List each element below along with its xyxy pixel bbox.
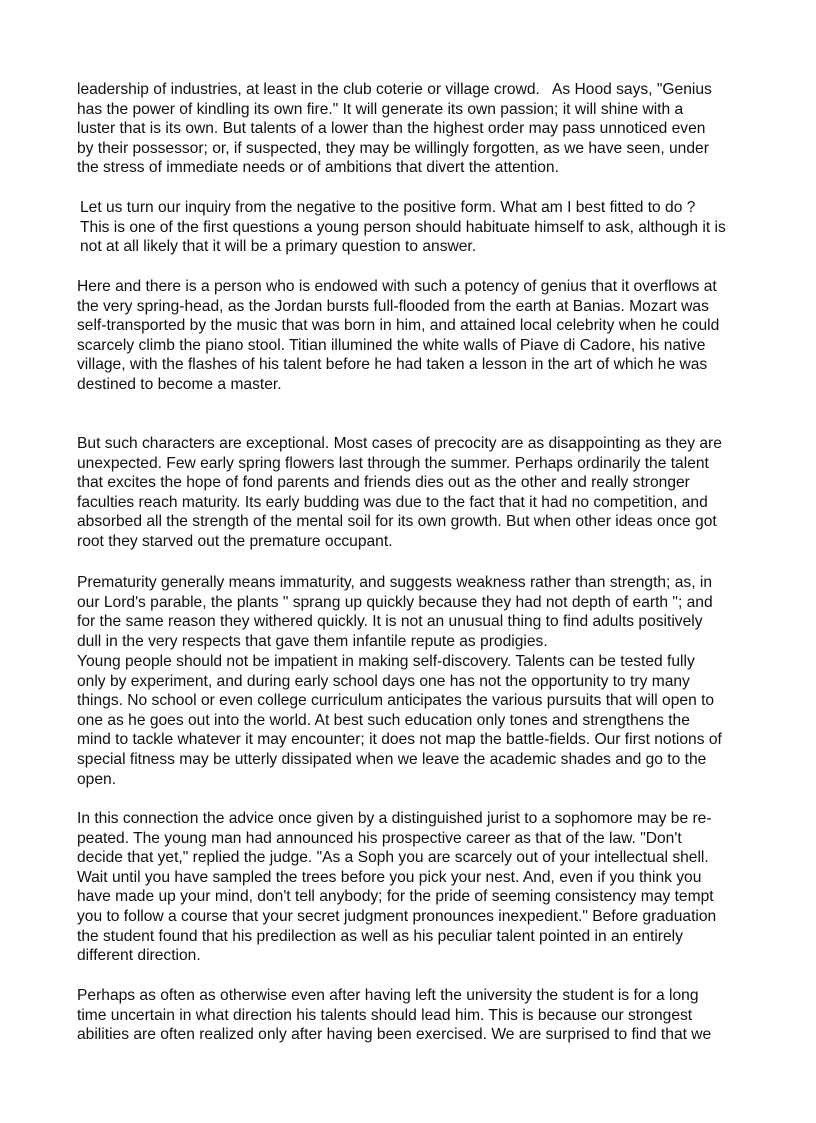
line: our Lord's parable, the plants " sprang up quickly because they had not depth of earth "; and [77,593,713,611]
line: peated. The young man had announced his prospective career as that of the law. "Don't [77,829,682,847]
line: open. [77,770,117,788]
line: by their possessor; or, if suspected, they may be willingly forgotten, as we have seen, under [77,139,709,157]
line: unexpected. Few early spring flowers last through the summer. Perhaps ordinarily the talent [77,454,709,472]
line: Let us turn our inquiry from the negative to the positive form. What am I best fitted to do ? [80,199,696,216]
line: In this connection the advice once given by a distinguished jurist to a sophomore may be re- [77,810,712,827]
paragraph-7 [77,809,716,966]
line: Perhaps as often as otherwise even after having left the university the student is for a long [77,987,699,1004]
paragraph-6 [77,652,722,789]
line: root they starved out the premature occupant. [77,532,393,550]
line: things. No school or even college curriculum anticipates the various pursuits that will open to [77,692,715,710]
line: This is one of the first questions a young person should habituate himself to ask, although it is [80,218,726,236]
line: special fitness may be utterly dissipated when we leave the academic shades and go to the [77,750,707,768]
line: has the power of kindling its own fire." It will generate its own passion; it will shine with a [77,100,684,118]
line: abilities are often realized only after having been exercised. We are surprised to find that we [77,1026,712,1044]
line: But such characters are exceptional. Most cases of precocity are as disappointing as they are [77,435,722,452]
line: scarcely climb the piano stool. Titian illumined the white walls of Piave di Cadore, his native [77,336,706,354]
line: dull in the very respects that gave them infantile repute as prodigies. [77,632,548,650]
line: that excites the hope of fond parents and friends dies out as the other and really stronger [77,474,690,492]
line: absorbed all the strength of the mental soil for its own growth. But when other ideas once got [77,513,717,531]
line: one as he goes out into the world. At best such education only tones and strengthens the [77,711,690,729]
line: decide that yet," replied the judge. "As a Soph you are scarcely out of your intellectual shell. [77,849,709,867]
line: have made up your mind, don't tell anybody; for the pride of seeming consistency may tempt [77,888,714,906]
line: not at all likely that it will be a primary question to answer. [80,238,477,256]
line: Prematurity generally means immaturity, and suggests weakness rather than strength; as, in [77,574,713,591]
line: time uncertain in what direction his talents should lead him. This is because our strongest [77,1006,693,1024]
line: the student found that his predilection as well as his peculiar talent pointed in an entirely [77,927,683,945]
paragraph-1 [77,80,712,178]
line: self-transported by the music that was born in him, and attained local celebrity when he could [77,317,720,335]
line: mind to tackle whatever it may encounter; it does not map the battle-fields. Our first notions of [77,731,722,749]
line: Wait until you have sampled the trees before you pick your nest. And, even if you think you [77,868,702,886]
line: different direction. [77,947,201,965]
paragraph-3 [77,277,719,395]
line: Young people should not be impatient in making self-discovery. Talents can be tested fully [77,653,695,670]
line: you to follow a course that your secret judgment pronounces inexpedient." Before graduation [77,907,717,925]
line: leadership of industries, at least in the club coterie or village crowd. As Hood says, "Genius [77,81,712,98]
paragraph-5 [77,573,713,651]
line: Here and there is a person who is endowed with such a potency of genius that it overflows at [77,278,717,295]
line: luster that is its own. But talents of a lower than the highest order may pass unnoticed even [77,120,706,138]
paragraph-4 [77,434,722,552]
line: village, with the flashes of his talent before he had taken a lesson in the art of which he was [77,356,708,374]
line: the stress of immediate needs or of ambitions that divert the attention. [77,159,559,177]
line: for the same reason they withered quickly. It is not an unusual thing to find adults positively [77,613,703,631]
line: destined to become a master. [77,375,282,393]
line: faculties reach maturity. Its early budding was due to the fact that it had no competition, and [77,493,708,511]
line: only by experiment, and during early school days one has not the opportunity to try many [77,672,690,690]
paragraph-2 [80,198,726,257]
paragraph-8 [77,986,711,1045]
line: the very spring-head, as the Jordan bursts full-flooded from the earth at Banias. Mozart was [77,297,709,315]
